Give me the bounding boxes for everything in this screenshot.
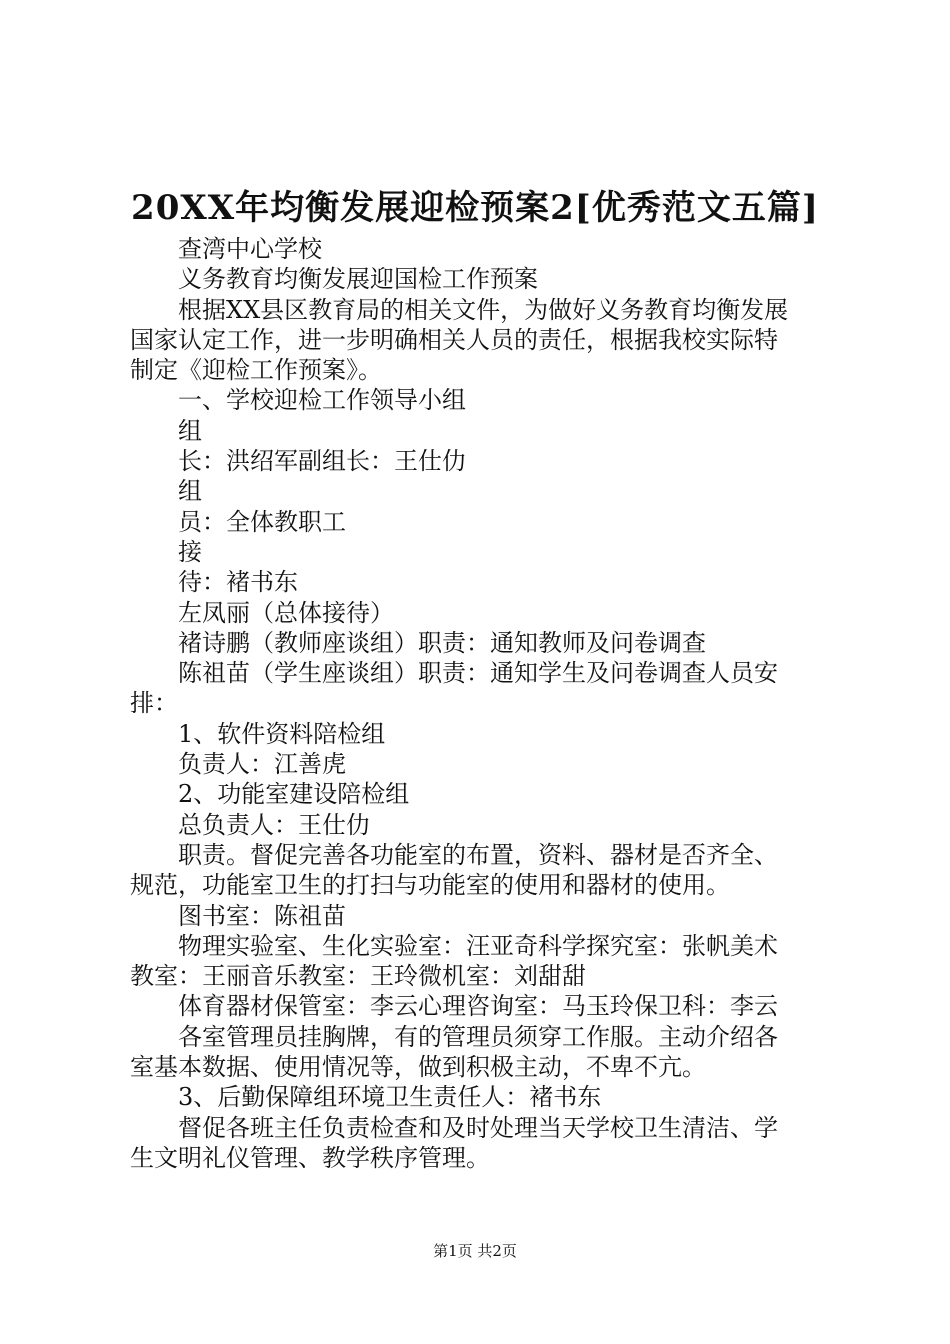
- body-line: 组: [178, 477, 202, 506]
- body-line: 总负责人：王仕仂: [178, 810, 370, 839]
- body-line: 一、学校迎检工作领导小组: [178, 386, 466, 415]
- body-line: 生文明礼仪管理、教学秩序管理。: [130, 1143, 490, 1172]
- body-line: 3、后勤保障组环境卫生责任人：褚书东: [178, 1083, 602, 1112]
- body-line: 左凤丽（总体接待）: [178, 598, 394, 627]
- body-line: 待：褚书东: [178, 568, 298, 597]
- body-line: 义务教育均衡发展迎国检工作预案: [178, 265, 538, 294]
- document-body: [130, 234, 828, 1173]
- body-line: 物理实验室、生化实验室：汪亚奇科学探究室：张帆美术: [178, 931, 778, 960]
- body-line: 1、软件资料陪检组: [178, 719, 386, 748]
- body-line: 褚诗鹏（教师座谈组）职责：通知教师及问卷调查: [178, 628, 706, 657]
- body-line: 制定《迎检工作预案》。: [130, 356, 382, 385]
- body-line: 查湾中心学校: [178, 235, 322, 263]
- body-line: 陈祖苗（学生座谈组）职责：通知学生及问卷调查人员安: [178, 659, 778, 688]
- body-line: 接: [178, 537, 202, 566]
- body-line: 规范，功能室卫生的打扫与功能室的使用和器材的使用。: [130, 871, 730, 900]
- body-line: 2、功能室建设陪检组: [178, 780, 410, 809]
- page-footer: 第1页 共2页: [433, 1242, 517, 1260]
- body-line: 员：全体教职工: [178, 507, 346, 536]
- body-line: 室基本数据、使用情况等，做到积极主动，不卑不亢。: [130, 1053, 706, 1082]
- body-line: 教室：王丽音乐教室：王玲微机室：刘甜甜: [130, 962, 586, 991]
- body-line: 职责。督促完善各功能室的布置，资料、器材是否齐全、: [178, 840, 778, 869]
- body-line: 各室管理员挂胸牌，有的管理员须穿工作服。主动介绍各: [178, 1022, 778, 1051]
- body-line: 排：: [130, 689, 178, 718]
- body-line: 长：洪绍军副组长：王仕仂: [178, 447, 466, 476]
- body-line: 体育器材保管室：李云心理咨询室：马玉玲保卫科：李云: [178, 992, 778, 1021]
- document-title: 20XX年均衡发展迎检预案2[优秀范文五篇]: [131, 188, 819, 228]
- body-line: 国家认定工作，进一步明确相关人员的责任，根据我校实际特: [130, 325, 778, 354]
- body-line: 图书室：陈祖苗: [178, 901, 346, 930]
- body-line: 根据XX县区教育局的相关文件，为做好义务教育均衡发展: [178, 295, 789, 324]
- body-line: 督促各班主任负责检查和及时处理当天学校卫生清洁、学: [178, 1113, 778, 1142]
- body-line: 组: [178, 416, 202, 445]
- body-line: 负责人：江善虎: [178, 750, 346, 779]
